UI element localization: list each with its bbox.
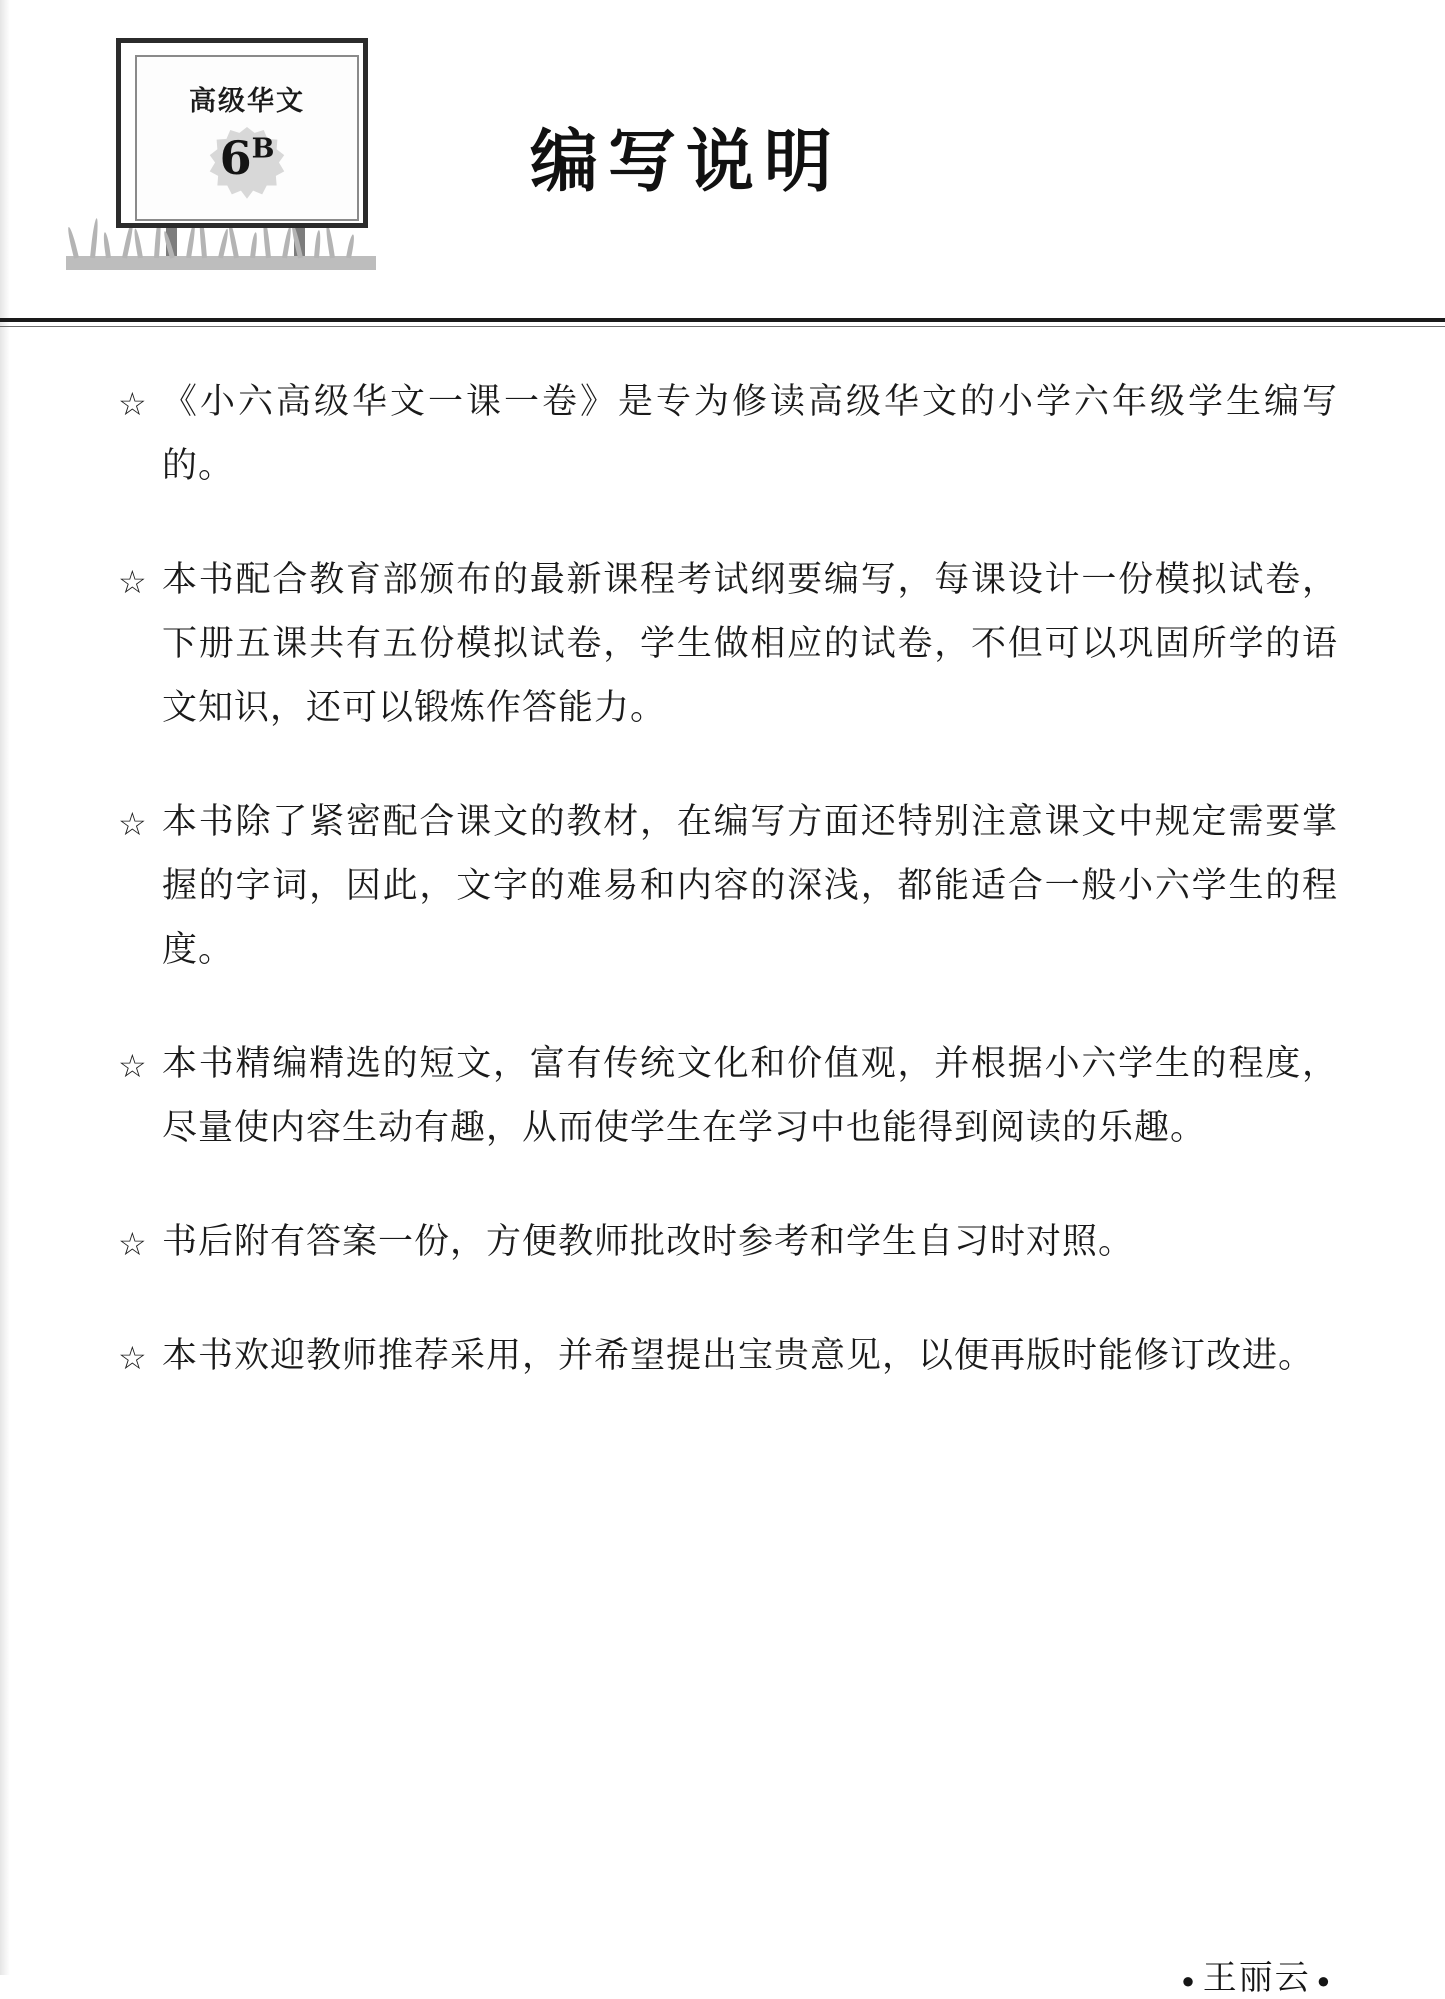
signature-name: 王丽云 [1202, 1960, 1311, 1997]
star-bullet-icon: ☆ [118, 1048, 148, 1084]
level-suffix: B [251, 133, 275, 165]
paragraph-item [118, 370, 1338, 498]
paragraph-text: 本书欢迎教师推荐采用，并希望提出宝贵意见，以便再版时能修订改进。 [162, 1336, 1315, 1375]
signboard-frame [116, 38, 368, 228]
signature-dot-left: ● [1181, 1968, 1197, 1994]
signboard-level-text [121, 131, 373, 185]
paragraph-item [118, 790, 1338, 982]
signature-dot-right: ● [1316, 1968, 1332, 1994]
page-header [0, 0, 1445, 310]
signboard-graphic [108, 38, 376, 238]
paragraph-item [118, 1324, 1338, 1388]
paragraph-item [118, 1032, 1338, 1160]
paragraph-item [118, 1210, 1338, 1274]
header-divider-thick [0, 318, 1445, 322]
signboard-level-badge [121, 125, 373, 205]
paragraph-text: 《小六高级华文一课一卷》是专为修读高级华文的小学六年级学生编写的。 [162, 382, 1338, 485]
document-body [118, 370, 1338, 1997]
star-bullet-icon: ☆ [118, 1226, 148, 1262]
star-bullet-icon: ☆ [118, 1340, 148, 1376]
star-bullet-icon: ☆ [118, 386, 148, 422]
signboard-subject-label: 高级华文 [189, 86, 305, 117]
header-divider-thin [0, 326, 1445, 327]
paragraph-text: 本书精编精选的短文，富有传统文化和价值观，并根据小六学生的程度，尽量使内容生动有趣，从而使学生在学习中也能得到阅读的乐趣。 [162, 1044, 1338, 1147]
paragraph-text: 书后附有答案一份，方便教师批改时参考和学生自习时对照。 [162, 1222, 1135, 1261]
paragraph-text: 本书除了紧密配合课文的教材，在编写方面还特别注意课文中规定需要掌握的字词，因此，文字的难易和内容的深浅，都能适合一般小六学生的程度。 [162, 802, 1338, 969]
paragraph-text: 本书配合教育部颁布的最新课程考试纲要编写，每课设计一份模拟试卷，下册五课共有五份模拟试卷，学生做相应的试卷，不但可以巩固所学的语文知识，还可以锻炼作答能力。 [162, 560, 1338, 727]
page-title: 编写说明 [530, 123, 843, 202]
star-bullet-icon: ☆ [118, 564, 148, 600]
level-number: 6 [219, 131, 252, 185]
star-bullet-icon: ☆ [118, 806, 148, 842]
paragraph-item [118, 548, 1338, 740]
